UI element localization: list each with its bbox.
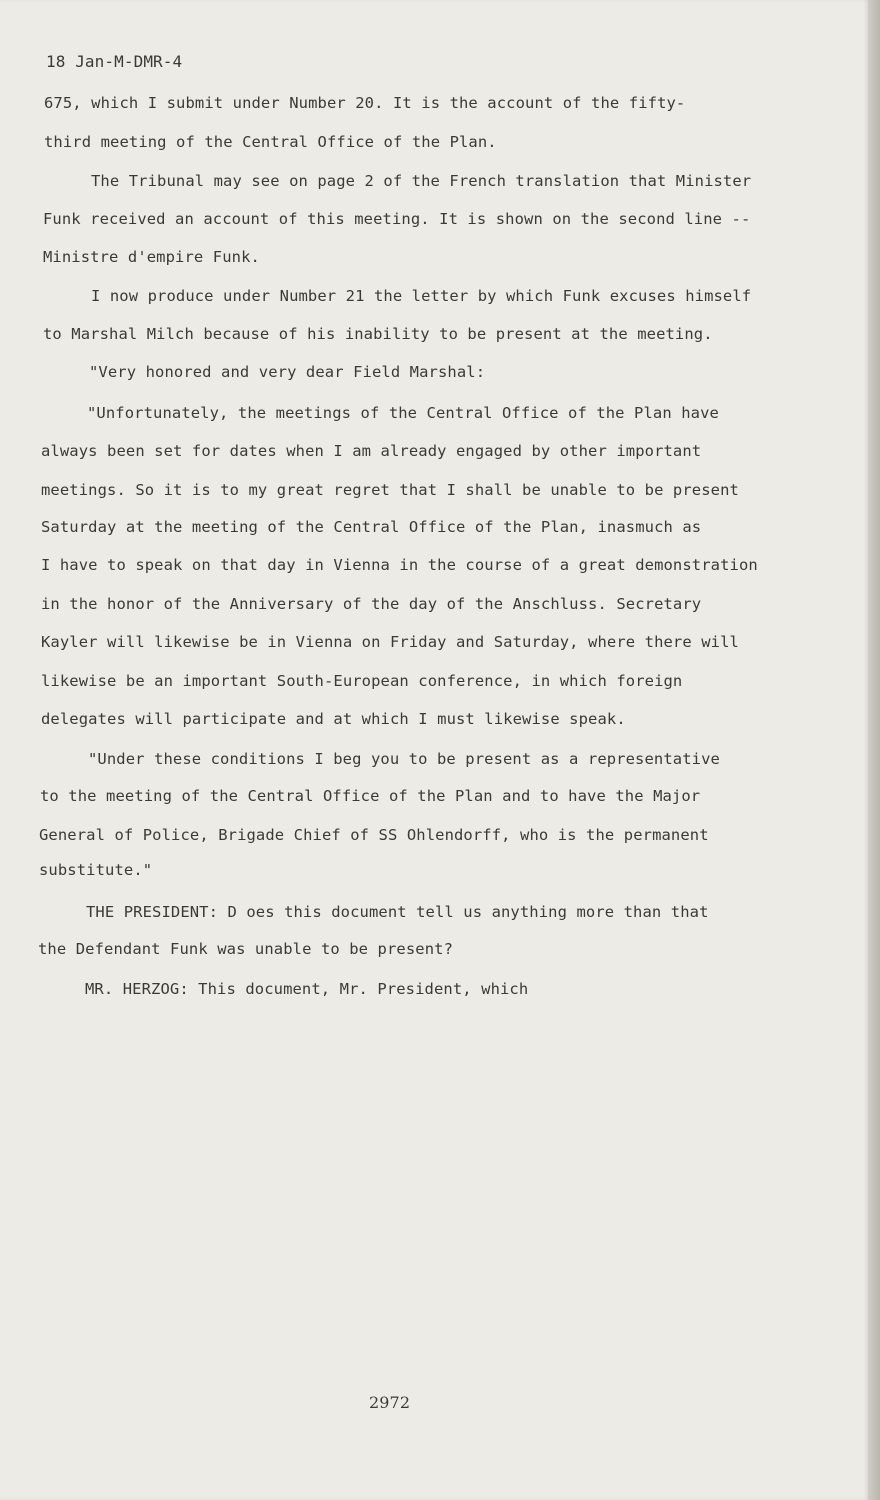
text-line: always been set for dates when I am already engaged by other important — [41, 442, 702, 460]
text-line: substitute." — [39, 861, 153, 879]
text-line: meetings. So it is to my great regret that I shall be unable to be present — [41, 481, 739, 499]
text-line: Kayler will likewise be in Vienna on Friday and Saturday, where there will — [41, 633, 739, 651]
text-line: in the honor of the Anniversary of the day of the Anschluss. Secretary — [41, 595, 702, 613]
text-line: likewise be an important South-European conference, in which foreign — [41, 672, 683, 690]
text-line: "Under these conditions I beg you to be present as a representative — [88, 750, 720, 768]
text-line: Funk received an account of this meeting. It is shown on the second line -- — [43, 210, 751, 228]
speaker-line: THE PRESIDENT: D oes this document tell us anything more than that — [86, 903, 709, 921]
text-line: delegates will participate and at which I must likewise speak. — [41, 710, 626, 728]
text-line: "Very honored and very dear Field Marshal: — [89, 363, 486, 381]
text-line: "Unfortunately, the meetings of the Central Office of the Plan have — [87, 404, 719, 422]
text-line: I now produce under Number 21 the letter by which Funk excuses himself — [91, 287, 752, 305]
text-line: third meeting of the Central Office of the Plan. — [44, 133, 497, 151]
text-line: to Marshal Milch because of his inability to be present at the meeting. — [43, 325, 713, 343]
speaker-line: MR. HERZOG: This document, Mr. President, which — [85, 980, 529, 998]
page-edge — [868, 0, 880, 1500]
text-line: Saturday at the meeting of the Central Office of the Plan, inasmuch as — [41, 518, 702, 536]
text-line: The Tribunal may see on page 2 of the French translation that Minister — [91, 172, 752, 190]
page-number: 2972 — [369, 1393, 411, 1412]
document-reference: 18 Jan-M-DMR-4 — [46, 52, 183, 71]
text-line: the Defendant Funk was unable to be present? — [38, 940, 453, 958]
text-line: to the meeting of the Central Office of the Plan and to have the Major — [40, 787, 701, 805]
text-line: General of Police, Brigade Chief of SS Ohlendorff, who is the permanent — [39, 826, 709, 844]
text-line: I have to speak on that day in Vienna in the course of a great demonstration — [41, 556, 758, 574]
text-line: 675, which I submit under Number 20. It is the account of the fifty- — [44, 94, 686, 112]
text-line: Ministre d'empire Funk. — [43, 248, 260, 266]
